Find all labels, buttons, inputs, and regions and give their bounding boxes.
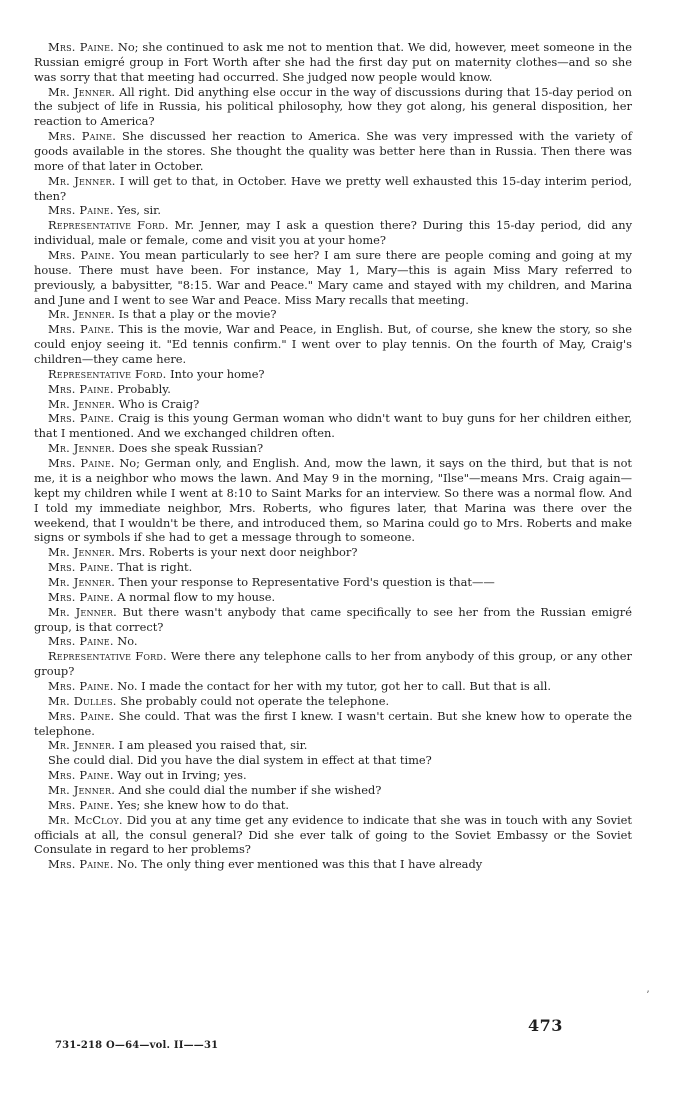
speaker-name: Mrs. Paine. bbox=[48, 203, 114, 218]
testimony-paragraph bbox=[34, 40, 632, 85]
testimony-paragraph bbox=[34, 798, 632, 813]
testimony-paragraph bbox=[34, 367, 632, 382]
testimony-paragraph bbox=[34, 783, 632, 798]
testimony-paragraph bbox=[34, 709, 632, 739]
speaker-name: Mr. Jenner. bbox=[48, 574, 116, 589]
speaker-name: Representative Ford. bbox=[48, 649, 167, 664]
testimony-paragraph bbox=[34, 649, 632, 679]
speaker-name: Mrs. Paine. bbox=[48, 560, 114, 575]
testimony-paragraph bbox=[34, 129, 632, 174]
speech-text: I will get to that, in October. Have we pretty well exhausted this 15-day interim period, then? bbox=[34, 173, 632, 203]
speaker-name: Representative Ford. bbox=[48, 218, 169, 233]
page-number: 473 bbox=[528, 1016, 563, 1035]
speaker-name: Mrs. Paine. bbox=[48, 589, 114, 604]
testimony-paragraph bbox=[34, 753, 632, 768]
speech-text: You mean particularly to see her? I am sure there are people coming and going at my house. There must have been. For instance, May 1, Mary—this is again Miss Mary referred to previously, a babysitter, "8:15. War and Peace." Mary came and stayed with my children, and Marina and June and I went to see War and Peace. Miss Mary recalls that meeting. bbox=[34, 248, 632, 307]
speech-text: No. I made the contact for her with my tutor, got her to call. But that is all. bbox=[117, 678, 552, 693]
speech-text: Does she speak Russian? bbox=[118, 441, 264, 456]
speech-text: Yes, sir. bbox=[117, 203, 161, 218]
testimony-paragraph bbox=[34, 605, 632, 635]
testimony-paragraph bbox=[34, 590, 632, 605]
speech-text: All right. Did anything else occur in the way of discussions during that 15-day period on the subject of life in Russia, his political philosophy, how they got along, his general disposition, her reaction to America? bbox=[34, 84, 632, 129]
speech-text: No. bbox=[117, 634, 138, 649]
speaker-name: Mr. Dulles. bbox=[48, 693, 117, 708]
testimony-paragraph bbox=[34, 768, 632, 783]
speaker-name: Mrs. Paine. bbox=[48, 768, 114, 783]
speech-text: Mrs. Roberts is your next door neighbor? bbox=[118, 545, 358, 560]
testimony-paragraph bbox=[34, 738, 632, 753]
speaker-name: Mr. Jenner. bbox=[48, 173, 116, 188]
testimony-paragraph bbox=[34, 857, 632, 872]
speech-text: But there wasn't anybody that came specifically to see her from the Russian emigré group, is that correct? bbox=[34, 604, 632, 634]
speaker-name: Mr. Jenner. bbox=[48, 441, 116, 456]
testimony-paragraph bbox=[34, 174, 632, 204]
speech-text: No; she continued to ask me not to mention that. We did, however, meet someone in the Russian emigré group in Fort Worth after she had the first day put on maternity clothes—and so she was sorry that that meeting had occurred. She judged now people would know. bbox=[34, 40, 632, 84]
print-code: 731-218 O—64—vol. II——31 bbox=[55, 1040, 219, 1051]
speaker-name: Mrs. Paine. bbox=[48, 634, 114, 649]
speaker-name: Representative Ford. bbox=[48, 366, 167, 381]
speaker-name: Mr. Jenner. bbox=[48, 396, 116, 411]
testimony-paragraph bbox=[34, 441, 632, 456]
speaker-name: Mrs. Paine. bbox=[48, 797, 114, 812]
testimony-paragraph bbox=[34, 560, 632, 575]
speaker-name: Mr. Jenner. bbox=[48, 545, 116, 560]
testimony-paragraph bbox=[34, 456, 632, 545]
speech-text: Probably. bbox=[117, 381, 171, 396]
speech-text: A normal flow to my house. bbox=[117, 589, 276, 604]
testimony-paragraph bbox=[34, 85, 632, 130]
speech-text: Craig is this young German woman who didn't want to buy guns for her children either, that I mentioned. And we exchanged children often. bbox=[34, 411, 633, 441]
testimony-paragraph bbox=[34, 679, 632, 694]
testimony-paragraph bbox=[34, 307, 632, 322]
testimony-paragraph bbox=[34, 397, 632, 412]
speaker-name: Mr. Jenner. bbox=[48, 84, 116, 99]
speech-text: Is that a play or the movie? bbox=[118, 307, 277, 322]
speech-text: That is right. bbox=[117, 560, 193, 575]
testimony-text bbox=[34, 40, 632, 872]
testimony-paragraph bbox=[34, 813, 632, 858]
speech-text: And she could dial the number if she wished? bbox=[118, 782, 382, 797]
testimony-paragraph bbox=[34, 203, 632, 218]
margin-tick-mark: ʼ bbox=[646, 990, 650, 1001]
speaker-name: Mr. Jenner. bbox=[48, 604, 117, 619]
speech-text: Who is Craig? bbox=[118, 396, 200, 411]
testimony-paragraph bbox=[34, 322, 632, 367]
speech-text: Did you at any time get any evidence to indicate that she was in touch with any Soviet officials at all, the consul general? Did she ever talk of going to the Soviet Embassy or the Soviet Consulate in regard to her problems? bbox=[34, 812, 633, 857]
testimony-paragraph bbox=[34, 545, 632, 560]
speaker-name: Mrs. Paine. bbox=[48, 411, 115, 426]
speech-text: I am pleased you raised that, sir. bbox=[118, 738, 308, 753]
speaker-name: Mrs. Paine. bbox=[48, 708, 115, 723]
speaker-name: Mrs. Paine. bbox=[48, 456, 115, 471]
testimony-paragraph bbox=[34, 248, 632, 307]
speaker-name: Mrs. Paine. bbox=[48, 857, 114, 872]
speech-text: This is the movie, War and Peace, in English. But, of course, she knew the story, so she could enjoy seeing it. "Ed tennis confirm." I went over to play tennis. On the fourth of May, Craig's children—they came here. bbox=[34, 322, 633, 367]
speaker-name: Mr. Jenner. bbox=[48, 738, 116, 753]
testimony-paragraph bbox=[34, 382, 632, 397]
speech-text: Then your response to Representative Ford's question is that—— bbox=[118, 574, 495, 589]
speaker-name: Mr. McCloy. bbox=[48, 812, 123, 827]
speech-text: No; German only, and English. And, mow the lawn, it says on the third, but that is not me, it is a neighbor who mows the lawn. And May 9 in the morning, "Ilse"—means Mrs. Craig again—kept my children while I went at 8:10 to Saint Marks for an interview. So there was a normal flow. And I told my immediate neighbor, Mrs. Roberts, who figures later, that Marina was there over the weekend, that I wouldn't be there, and introduced them, so Marina could go to Mrs. Roberts and make signs or symbols if she had to get a message through to someone. bbox=[34, 456, 633, 545]
testimony-paragraph bbox=[34, 694, 632, 709]
speech-text: She could. That was the first I knew. I wasn't certain. But she knew how to operate the telephone. bbox=[34, 708, 633, 738]
speaker-name: Mr. Jenner. bbox=[48, 307, 116, 322]
testimony-paragraph bbox=[34, 634, 632, 649]
testimony-paragraph bbox=[34, 218, 632, 248]
testimony-paragraph bbox=[34, 411, 632, 441]
speech-text: No. The only thing ever mentioned was this that I have already bbox=[117, 857, 483, 872]
testimony-paragraph bbox=[34, 575, 632, 590]
speaker-name: Mrs. Paine. bbox=[48, 129, 117, 144]
speaker-name: Mrs. Paine. bbox=[48, 381, 114, 396]
speech-text: Mr. Jenner, may I ask a question there? During this 15-day period, did any individual, male or female, come and visit you at your home? bbox=[34, 218, 633, 248]
speech-text: Were there any telephone calls to her from anybody of this group, or any other group? bbox=[34, 649, 632, 679]
speech-text: Into your home? bbox=[170, 366, 265, 381]
speaker-name: Mrs. Paine. bbox=[48, 40, 114, 54]
speaker-name: Mrs. Paine. bbox=[48, 248, 115, 263]
speech-text: Yes; she knew how to do that. bbox=[117, 797, 290, 812]
speaker-name: Mrs. Paine. bbox=[48, 678, 114, 693]
speaker-name: Mr. Jenner. bbox=[48, 782, 116, 797]
speech-text: She probably could not operate the telephone. bbox=[120, 693, 390, 708]
speech-text: She could dial. Did you have the dial system in effect at that time? bbox=[48, 753, 432, 768]
speech-text: Way out in Irving; yes. bbox=[117, 768, 247, 783]
speech-text: She discussed her reaction to America. She was very impressed with the variety of goods available in the stores. She thought the quality was better here than in Russia. Then there was more of that later in October. bbox=[34, 129, 632, 173]
speaker-name: Mrs. Paine. bbox=[48, 322, 115, 337]
